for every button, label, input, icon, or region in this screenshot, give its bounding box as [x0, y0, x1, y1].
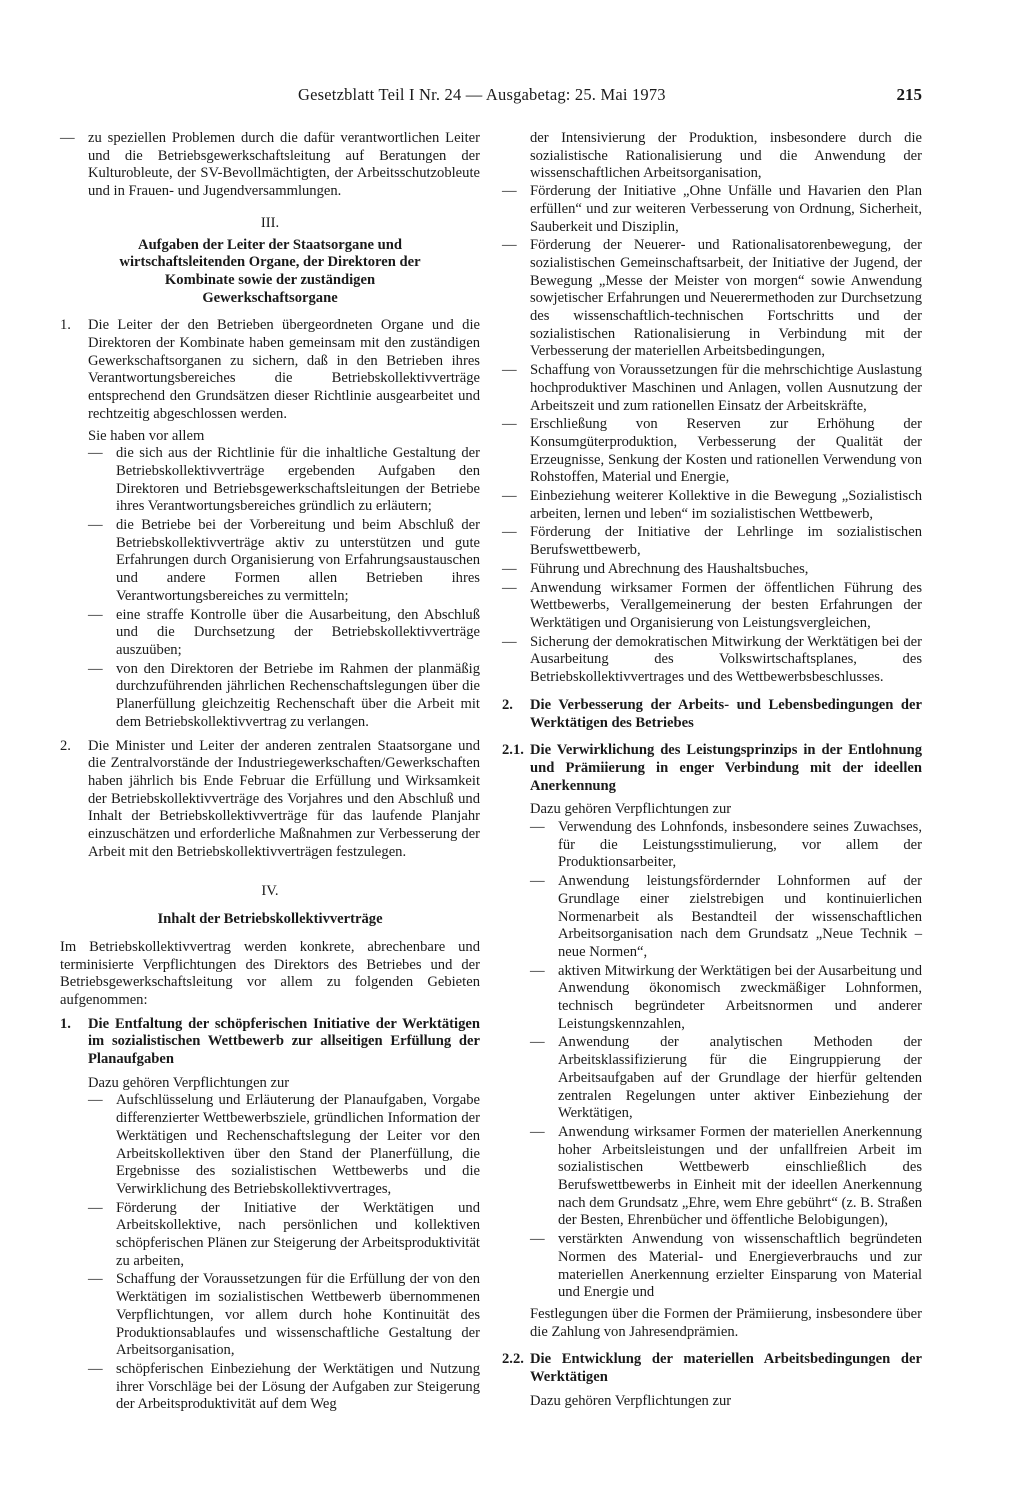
heading-2-1-title: Die Verwirklichung des Leistungsprinzips in der Entlohnung und Prämiierung in enger Verbindung mit der ideellen Anerkennung — [530, 742, 922, 794]
continued-text: der Intensivierung der Produktion, insbesondere durch die sozialistische Rationalisierung und die Anwendung der wissenschaftlichen Arbeitsorganisation, — [530, 130, 922, 182]
list-item: — Förderung der Initiative der Werktätigen und Arbeitskollektive, nach persönlichen und kollektiven schöpferischen Plänen zur Steigerung der Arbeitsproduktivität zu arbeiten, — [88, 1200, 480, 1271]
list-item: — eine straffe Kontrolle über die Ausarbeitung, den Abschluß und die Durchsetzung der Betriebskollektivverträge auszuüben; — [88, 607, 480, 660]
list-item: — Anwendung leistungsfördernder Lohnformen auf der Grundlage einer zielstrebigen und kontinuierlichen Normenarbeit als Bestandteil der wissenschaftlichen Arbeitsorganisation nach dem Grundsatz „Neue Technik – neue Normen“, — [530, 873, 922, 962]
heading-2-2-lead: Dazu gehören Verpflichtungen zur — [530, 1392, 732, 1409]
list-item: — schöpferischen Einbeziehung der Werktätigen und Nutzung ihrer Vorschläge bei der Lösung der Aufgaben zur Steigerung der Arbeitsproduktivität auf dem Weg — [88, 1361, 480, 1414]
intro-dash-item: — zu speziellen Problemen durch die dafür verantwortlichen Leiter und die Betriebsgewerkschaftsleitung auf Beratungen der Kulturobleute, der SV-Bevollmächtigten, der Arbeitsschutzobleute und in Frauen- und Jugendversammlungen. — [60, 130, 480, 201]
list-item: — Erschließung von Reserven zur Erhöhung der Konsumgüterproduktion, Verbesserung der Qualität der Erzeugnisse, Senkung der Kosten und rationellen Verwendung von Rohstoffen, Material und Energie, — [502, 416, 922, 487]
list-item: — Schaffung der Voraussetzungen für die Erfüllung der von den Werktätigen im sozialistischen Wettbewerb übernommenen Verpflichtungen, vor allem durch hohe Kontinuität des Produktionsablaufes und wissenschaftliche Gestaltung der Arbeitsorganisation, — [88, 1271, 480, 1360]
list-item: — aktiven Mitwirkung der Werktätigen bei der Ausarbeitung und Anwendung ökonomisch zweckmäßiger Lohnformen, technisch begründeter Arbeitsnormen und anderer Leistungskennzahlen, — [530, 963, 922, 1034]
heading-2-number: 2. — [502, 696, 513, 713]
paragraph-2 — [60, 738, 480, 862]
list-item: — Anwendung der analytischen Methoden der Arbeitsklassifizierung für die Eingruppierung der Arbeitsaufgaben auf der Grundlage der hierfür geltenden zentralen Regelungen unter aktiver Einbeziehung der Werktätigen, — [530, 1034, 922, 1123]
heading-2 — [502, 697, 922, 732]
heading-1-lead: Dazu gehören Verpflichtungen zur — [88, 1074, 290, 1091]
list-item: — Förderung der Initiative der Lehrlinge im sozialistischen Berufswettbewerb, — [502, 524, 922, 559]
list-item: — die sich aus der Richtlinie für die inhaltliche Gestaltung der Betriebskollektivverträge ergebenden Aufgaben den Direktoren und Betriebsgewerkschaftsleitungen der Betriebe ihres Verantwortungsbereiches gründlich zu erläutern; — [88, 445, 480, 516]
list-item: — die Betriebe bei der Vorbereitung und beim Abschluß der Betriebskollektivverträge aktiv zu unterstützen und gute Erfahrungen durch Organisierung von Erfahrungsaustauschen und andere Formen allen Betrieben ihres Verantwortungsbereiches zu vermitteln; — [88, 517, 480, 606]
section-3-number: III. — [260, 214, 280, 231]
heading-1-title: Die Entfaltung der schöpferischen Initiative der Werktätigen im sozialistischen Wettbewerb zur allseitigen Erfüllung der Planaufgaben — [88, 1015, 480, 1068]
list-item: — Schaffung von Voraussetzungen für die mehrschichtige Auslastung hochproduktiver Maschinen und Anlagen, vollen Ausnutzung der Arbeitszeit und zum rationellen Einsatz der Arbeitskräfte, — [502, 362, 922, 415]
section-4-title: Inhalt der Betriebskollektivverträge — [157, 911, 383, 928]
right-column — [502, 130, 922, 1411]
list-item: — Verwendung des Lohnfonds, insbesondere seines Zuwachses, für die Leistungsstimulierung, vor allem der Produktionsarbeiter, — [530, 819, 922, 872]
heading-1-number: 1. — [60, 1015, 71, 1032]
list-item: — von den Direktoren der Betriebe im Rahmen der planmäßig durchzuführenden jährlichen Rechenschaftslegungen über die Planerfüllung gleichzeitig Rechenschaft über die Arbeit mit dem Betriebskollektivvertrag zu verlangen. — [88, 661, 480, 732]
heading-2-2-title: Die Entwicklung der materiellen Arbeitsbedingungen der Werktätigen — [530, 1351, 922, 1386]
left-column — [60, 130, 480, 1415]
list-item: — verstärkten Anwendung von wissenschaftlich begründeten Normen des Material- und Energieverbrauchs und zur materiellen Anerkennung erzielter Einsparung von Material und Energie und — [530, 1231, 922, 1302]
page-number: 215 — [896, 85, 922, 104]
section-4-intro: Im Betriebskollektivvertrag werden konkrete, abrechenbare und terminisierte Verpflichtungen des Direktors des Betriebes und der Betriebsgewerkschaftsleitung vor allem zu folgenden Gebieten aufgenommen: — [60, 938, 480, 1008]
paragraph-1-lead: Sie haben vor allem — [88, 427, 205, 444]
list-item: — Förderung der Neuerer- und Rationalisatorenbewegung, der sozialistischen Gemeinschaftsarbeit, der Initiative der Jugend, der Bewegung „Messe der Meister von morgen“ sowie Anwendung sowjetischer Erfahrungen und Neuerermethoden zur Durchsetzung des wissenschaftlich-technischen Fortschritts und der sozialistischen Rationalisierung in Verbindung mit der Verbesserung der materiellen Arbeitsbedingungen, — [502, 237, 922, 361]
paragraph-1-number: 1. — [60, 317, 71, 334]
heading-1 — [60, 1016, 480, 1414]
section-3-title: Aufgaben der Leiter der Staatsorgane und wirtschaftsleitenden Organe, der Direktoren der Kombinate sowie der zuständigen Gewerkschaftsorgane — [119, 236, 421, 306]
list-item: — Anwendung wirksamer Formen der materiellen Anerkennung hoher Arbeitsleistungen und der unfallfreien Arbeit im sozialistischen Wettbewerb einschließlich des Berufswettbewerbs in Einheit mit der ideellen Anerkennung nach dem Grundsatz „Ehre, wem Ehre gebührt“ (z. B. Straßen der Besten, Ehrenbücher und öffentliche Belobigungen), — [530, 1124, 922, 1230]
section-4-number: IV. — [261, 883, 279, 900]
list-item: — Führung und Abrechnung des Haushaltsbuches, — [502, 561, 922, 579]
paragraph-1-text: Die Leiter der den Betrieben übergeordneten Organe und die Direktoren der Kombinate haben gemeinsam mit den zuständigen Gewerkschaftsorganen zu sichern, daß in den Betrieben ihres Verantwortungsbereiches die Betriebskollektivverträge entsprechend den Grundsätzen dieser Richtlinie ausgearbeitet und rechtzeitig abgeschlossen werden. — [88, 317, 480, 422]
heading-2-2 — [502, 1351, 922, 1410]
heading-2-2-number: 2.2. — [502, 1351, 524, 1368]
list-item: — Aufschlüsselung und Erläuterung der Planaufgaben, Vorgabe differenzierter Wettbewerbsziele, gründlichen Information der Werktätigen und Rechenschaftslegung der Leiter vor den Arbeitskollektiven über den Stand der Planerfüllung, die Ergebnisse des sozialistischen Wettbewerbs und die Verwirklichung des Betriebskollektivvertrages, — [88, 1092, 480, 1198]
heading-2-1 — [502, 742, 922, 1341]
paragraph-2-number: 2. — [60, 737, 71, 754]
paragraph-1 — [60, 317, 480, 731]
paragraph-2-text: Die Minister und Leiter der anderen zentralen Staatsorgane und die Zentralvorstände der Industriegewerkschaften/Gewerkschaften haben jährlich bis Ende Februar die Erfüllung und Wirksamkeit der Betriebskollektivverträge des Vorjahres und den Abschluß und Inhalt der Betriebskollektivverträge für das laufende Planjahr einzuschätzen und erforderliche Maßnahmen zur Verbesserung der Arbeit mit den Betriebskollektivverträgen festzulegen. — [88, 737, 480, 860]
list-item: — Anwendung wirksamer Formen der öffentlichen Führung des Wettbewerbs, Verallgemeinerung der besten Erfahrungen der Werktätigen und Organisierung von Leistungsvergleichen, — [502, 580, 922, 633]
heading-2-1-lead: Dazu gehören Verpflichtungen zur — [530, 801, 732, 818]
list-item: — Sicherung der demokratischen Mitwirkung der Werktätigen bei der Ausarbeitung des Volkswirtschaftsplanes, des Betriebskollektivvertrages und des Wettbewerbsbeschlusses. — [502, 634, 922, 687]
list-item: — Einbeziehung weiterer Kollektive in die Bewegung „Sozialistisch arbeiten, lernen und leben“ im sozialistischen Wettbewerb, — [502, 488, 922, 523]
page-header — [60, 85, 922, 107]
heading-2-1-number: 2.1. — [502, 742, 524, 759]
header-title: Gesetzblatt Teil I Nr. 24 — Ausgabetag: 25. Mai 1973 — [298, 85, 666, 104]
list-item: — Förderung der Initiative „Ohne Unfälle und Havarien den Plan erfüllen“ und zur weiteren Verbesserung von Ordnung, Sicherheit, Sauberkeit und Disziplin, — [502, 183, 922, 236]
list-a — [502, 183, 922, 687]
heading-2-title: Die Verbesserung der Arbeits- und Lebensbedingungen der Werktätigen des Betriebes — [530, 696, 922, 731]
heading-2-1-tail: Festlegungen über die Formen der Prämiierung, insbesondere über die Zahlung von Jahresendprämien. — [530, 1306, 922, 1340]
